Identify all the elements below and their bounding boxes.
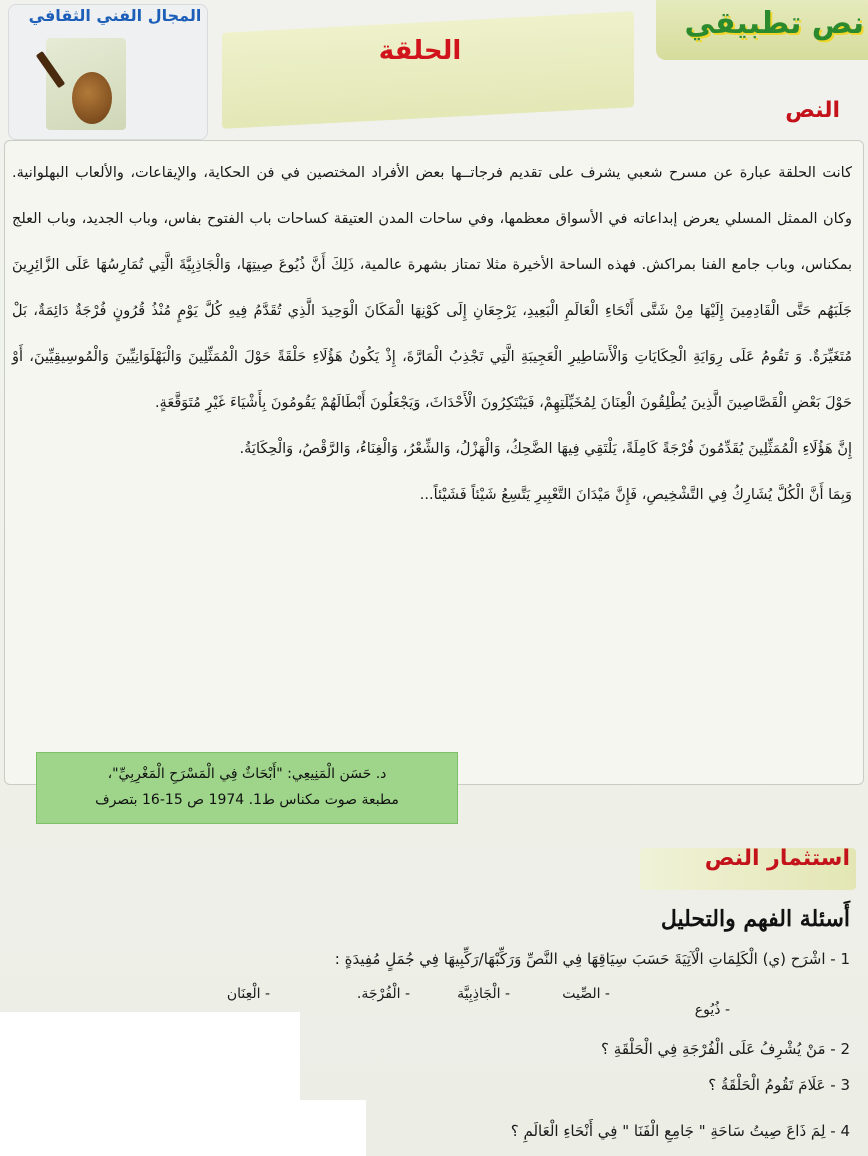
question-2 xyxy=(380,1040,850,1058)
blank-area xyxy=(0,1012,300,1156)
word-item: - ذُيُوع xyxy=(694,1002,730,1018)
question-text: مَنْ يُشْرِفُ عَلَى الْفُرْجَةِ فِي الْحَلْقَةِ ؟ xyxy=(601,1040,826,1058)
paragraph-3: وَبِمَا أَنَّ الْكُلَّ يُشَارِكُ فِي التَّشْخِيصِ، فَإِنَّ مَيْدَانَ التَّعْبِيرِ يَتَّسِعُ شَيْئاً فَشَيْئاً... xyxy=(419,487,852,503)
source-line-1: د. حَسَن الْمَنِيعِي: "أَبْحَاثٌ فِي الْمَسْرَحِ الْمَغْرِبِيِّ"، xyxy=(107,766,387,782)
question-4 xyxy=(370,1122,850,1140)
question-number: 4 - xyxy=(830,1122,850,1140)
field-title: المجال الفني الثقافي xyxy=(28,6,202,25)
text-label: النص xyxy=(785,98,840,123)
question-number: 1 - xyxy=(830,950,850,968)
question-text: لِمَ ذَاعَ صِيتُ سَاحَةِ " جَامِعِ الْفَنَا " فِي أَنْحَاءِ الْعَالَمِ ؟ xyxy=(510,1122,826,1140)
text-body xyxy=(12,150,852,518)
lute-image xyxy=(46,38,126,130)
lute-icon xyxy=(72,72,112,124)
paragraph-2: إِنَّ هَؤُلَاءِ الْمُمَثِّلِينَ يُقَدِّمُونَ فُرْجَةً كَامِلَةً، يَلْتَقِي فِيهَا الضَّحِكُ، وَالْهَزْلُ، وَالشِّعْرُ، وَالْغِنَاءُ، وَالرَّقْصُ، وَالْحِكَايَةُ. xyxy=(239,441,852,457)
source-citation xyxy=(36,752,458,824)
questions-title: أَسئلة الفهم والتحليل xyxy=(660,906,850,932)
paragraph-1: كانت الحلقة عبارة عن مسرح شعبي يشرف على تقديم فرجاتــها بعض الأفراد المختصين في فن الحكاية، والإيقاعات، والألعاب البهلوانية. وكان الممثل المسلي يعرض إبداعاته في الأسواق معظمها، وفي ساحات المدن العتيقة كساحات باب الفتوح بفاس، وباب الجديد، وباب العلج بمكناس، وباب جامع الفنا بمراكش. فهذه الساحة الأخيرة مثلا تمتاز بشهرة عالمية، ذَلِكَ أَنَّ ذُيُوعَ صِيتِهَا، وَالْجَاذِبِيَّةَ الَّتِي تُمَارِسُهَا عَلَى الزَّائِرِينَ جَلَبَهُم حَتَّى الْقَادِمِينَ إِلَيْهَا مِنْ شَتَّى أَنْحَاءِ الْعَالَمِ الْبَعِيدِ، يَرْجِعَانِ إِلَى كَوْنِهَا الْمَكَانَ الْوَحِيدَ الَّذِي تُقَدَّمُ فِيهِ كُلَّ يَوْمٍ مُنْذُ قُرُونٍ فُرْجَةٌ دَائِمَةٌ، بَلْ مُتَغَيِّرَةٌ. وَ تَقُومُ عَلَى رِوَايَةِ الْحِكَايَاتِ وَالْأَسَاطِيرِ الْعَجِيبَةِ الَّتِي تَجْذِبُ الْمَارَّةَ، إِذْ يَكُونُ هَؤُلَاءِ حَلْقَةً حَوْلَ الْمُمَثِّلِينَ وَالْبَهْلَوَانِيِّينَ وَالْمُوسِيقِيِّينَ، أَوْ حَوْلَ بَعْضِ الْقَصَّاصِينَ الَّذِينَ يُطْلِقُونَ الْعِنَانَ لِمُخَيِّلَتِهِمْ، فَيَبْتَكِرُونَ الْأَحْدَاثَ، وَيَجْعَلُونَ أَبْطَالَهُمْ يَقُومُونَ بِأَشْيَاءَ غَيْرِ مُتَوَقَّعَةٍ. xyxy=(12,165,852,411)
word-item: - الْعِنَان xyxy=(226,986,270,1002)
question-number: 2 - xyxy=(830,1040,850,1058)
source-line-2: مطبعة صوت مكناس ط1. 1974 ص 15-16 بتصرف xyxy=(95,792,399,808)
question-text: اشْرَح (ي) الْكَلِمَاتِ الْآتِيَةَ حَسَبَ سِيَاقِهَا فِي النَّصِّ وَرَكِّبْهَا/رَكِّبِيهَا فِي جُمَلٍ مُفِيدَةٍ : xyxy=(334,950,826,968)
section-badge: نص تطبيقي xyxy=(684,6,864,41)
word-item: - الْفُرْجَة. xyxy=(356,986,410,1002)
question-1 xyxy=(150,950,850,968)
word-item: - الصِّيت xyxy=(562,986,610,1002)
question-number: 3 - xyxy=(830,1076,850,1094)
word-item: - الْجَاذِبِيَّة xyxy=(457,986,510,1002)
exploitation-title: استثمار النص xyxy=(704,846,850,871)
question-text: عَلَامَ تَقُومُ الْحَلْقَةُ ؟ xyxy=(708,1076,826,1094)
blank-area xyxy=(300,1100,366,1156)
lesson-title: الحلقة xyxy=(378,36,462,66)
question-3 xyxy=(480,1076,850,1094)
